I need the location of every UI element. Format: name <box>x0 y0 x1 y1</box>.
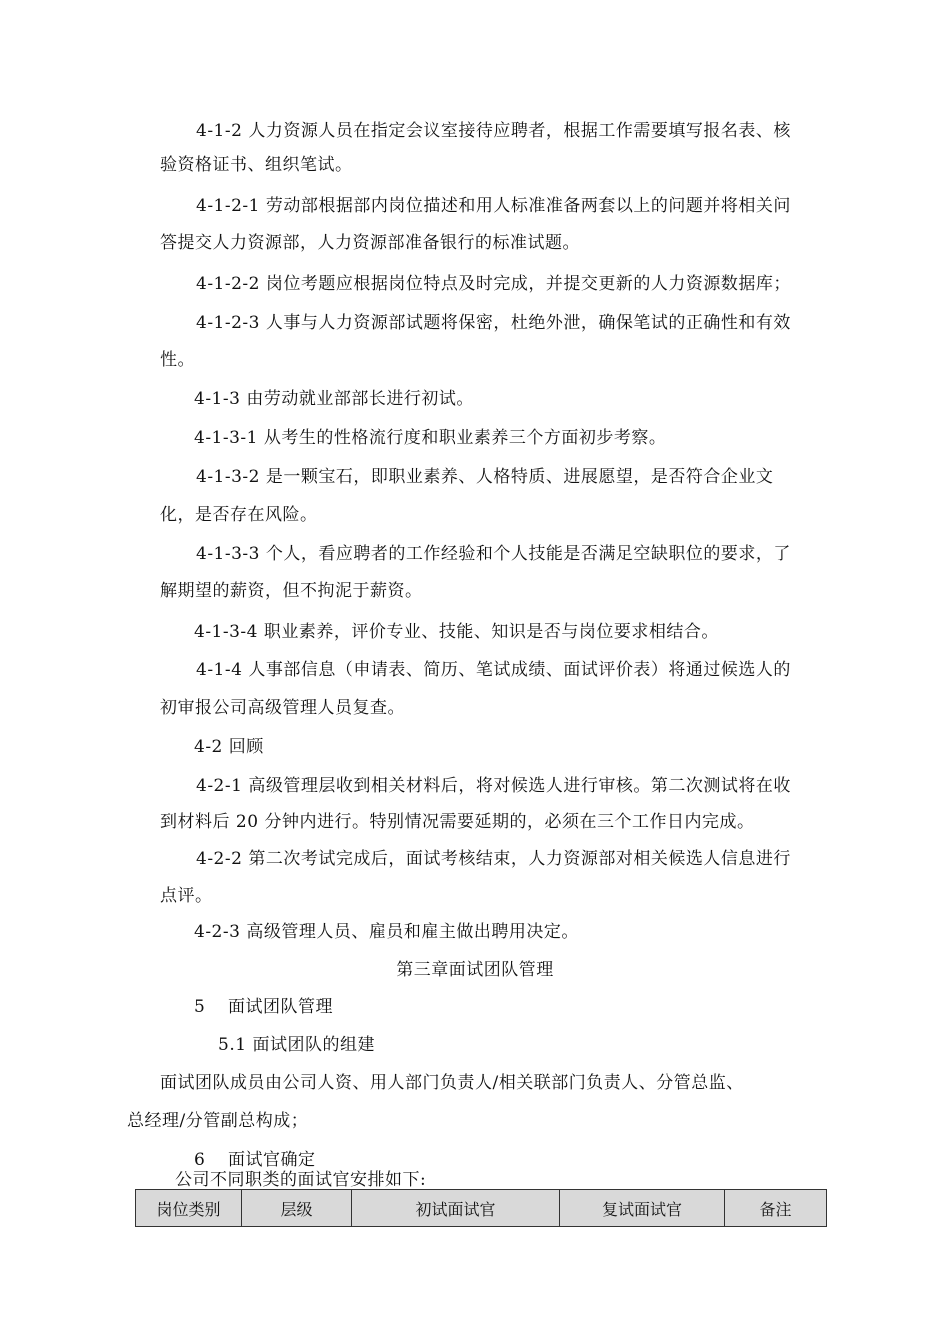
header-remarks: 备注 <box>725 1190 827 1227</box>
section-5-title: 面试团队管理 <box>228 997 333 1017</box>
section-5-number: 5 <box>194 997 206 1017</box>
paragraph-4-1-2-2: 4-1-2-2 岗位考题应根据岗位特点及时完成，并提交更新的人力资源数据库； <box>196 274 791 294</box>
paragraph-4-1-2-line1: 4-1-2 人力资源人员在指定会议室接待应聘者，根据工作需要填写报名表、核 <box>196 121 791 141</box>
interviewer-table <box>135 1189 827 1227</box>
paragraph-4-1-3-3-line2: 解期望的薪资，但不拘泥于薪资。 <box>160 581 423 601</box>
section-6-number: 6 <box>194 1150 206 1170</box>
paragraph-4-2-1-line2: 到材料后 20 分钟内进行。特别情况需要延期的，必须在三个工作日内完成。 <box>160 812 755 832</box>
team-composition-line1: 面试团队成员由公司人资、用人部门负责人/相关联部门负责人、分管总监、 <box>160 1073 744 1093</box>
paragraph-4-1-2-3-line2: 性。 <box>160 350 195 370</box>
paragraph-4-1-4-line2: 初审报公司高级管理人员复查。 <box>160 698 405 718</box>
paragraph-4-1-3-4: 4-1-3-4 职业素养，评价专业、技能、知识是否与岗位要求相结合。 <box>194 622 719 642</box>
paragraph-4-2-3: 4-2-3 高级管理人员、雇员和雇主做出聘用决定。 <box>194 922 579 942</box>
paragraph-4-1-2-3-line1: 4-1-2-3 人事与人力资源部试题将保密，杜绝外泄，确保笔试的正确性和有效 <box>196 313 791 333</box>
table-intro: 公司不同职类的面试官安排如下: <box>175 1170 427 1190</box>
paragraph-4-1-3-2-line1: 4-1-3-2 是一颗宝石，即职业素养、人格特质、进展愿望，是否符合企业文 <box>196 467 774 487</box>
paragraph-4-1-4-line1: 4-1-4 人事部信息（申请表、简历、笔试成绩、面试评价表）将通过候选人的 <box>196 660 791 680</box>
section-6-title: 面试官确定 <box>228 1150 316 1170</box>
header-second-interviewer: 复试面试官 <box>560 1190 725 1227</box>
paragraph-4-1-2-1-line2: 答提交人力资源部，人力资源部准备银行的标准试题。 <box>160 233 580 253</box>
paragraph-4-2-2-line2: 点评。 <box>160 886 213 906</box>
team-composition-line2: 总经理/分管副总构成； <box>127 1111 309 1131</box>
paragraph-4-1-3-3-line1: 4-1-3-3 个人，看应聘者的工作经验和个人技能是否满足空缺职位的要求，了 <box>196 544 791 564</box>
paragraph-4-1-3-1: 4-1-3-1 从考生的性格流行度和职业素养三个方面初步考察。 <box>194 428 667 448</box>
header-level: 层级 <box>242 1190 352 1227</box>
paragraph-4-1-2-1-line1: 4-1-2-1 劳动部根据部内岗位描述和用人标准准备两套以上的问题并将相关问 <box>196 196 791 216</box>
chapter-title: 第三章面试团队管理 <box>396 960 554 980</box>
header-first-interviewer: 初试面试官 <box>352 1190 560 1227</box>
paragraph-4-1-2-line2: 验资格证书、组织笔试。 <box>160 155 353 175</box>
paragraph-4-2-2-line1: 4-2-2 第二次考试完成后，面试考核结束，人力资源部对相关候选人信息进行 <box>196 849 791 869</box>
table-header-row <box>136 1190 827 1227</box>
heading-4-2: 4-2 回顾 <box>194 737 264 757</box>
paragraph-4-2-1-line1: 4-2-1 高级管理层收到相关材料后，将对候选人进行审核。第二次测试将在收 <box>196 776 791 796</box>
paragraph-4-1-3: 4-1-3 由劳动就业部部长进行初试。 <box>194 389 474 409</box>
header-position-category: 岗位类别 <box>136 1190 242 1227</box>
paragraph-4-1-3-2-line2: 化，是否存在风险。 <box>160 505 318 525</box>
section-5-1-heading: 5.1 面试团队的组建 <box>218 1035 375 1055</box>
